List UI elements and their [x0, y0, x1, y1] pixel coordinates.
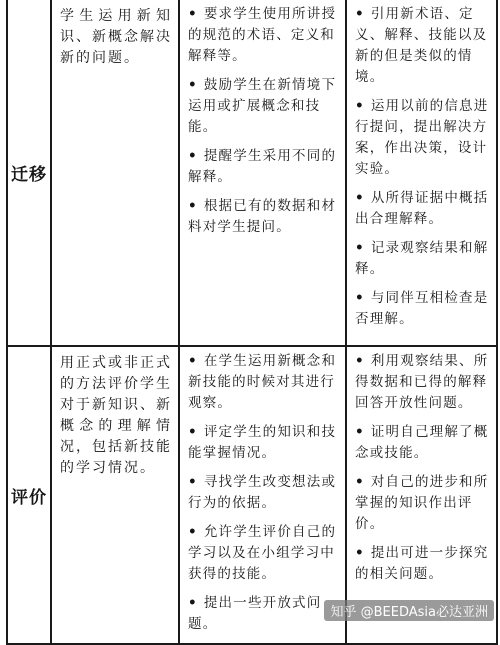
table-row-transfer: [7, 0, 497, 346]
list-item: • 在学生运用新概念和新技能的时候对其进行观察。: [188, 353, 337, 411]
list-item: • 与同伴互相检查是否理解。: [355, 290, 489, 327]
list-item: • 提出一些开放式问题。: [188, 595, 322, 632]
teacher-actions-cell: [179, 346, 346, 644]
list-item: • 利用观察结果、所得数据和已得的解释回答开放性问题。: [355, 353, 489, 411]
list-item: • 要求学生使用所讲授的规范的术语、定义和解释等。: [188, 6, 337, 64]
stage-label: 迁移: [11, 165, 47, 185]
description-cell: [51, 346, 179, 644]
list-item: • 根据已有的数据和材料对学生提问。: [188, 198, 337, 235]
teaching-stage-table: [6, 0, 498, 645]
list-item: • 运用以前的信息进行提问，提出解决方案，作出决策，设计实验。: [355, 98, 489, 177]
list-item: • 证明自己理解了概念或技能。: [355, 424, 489, 461]
stage-label: 评价: [11, 487, 47, 508]
student-actions-cell: [346, 0, 497, 346]
list-item: • 记录观察结果和解释。: [355, 240, 489, 277]
list-item: • 从所得证据中概括出合理解释。: [355, 190, 489, 227]
list-item: • 鼓励学生在新情境下运用或扩展概念和技能。: [188, 77, 337, 135]
list-item: • 提醒学生采用不同的解释。: [188, 148, 337, 185]
stage-description: 用正式或非正式的方法评价学生对于新知识、新概念的理解情况，包括新技能的学习情况。: [60, 355, 172, 476]
list-item: • 引用新术语、定义、解释、技能以及新的但是类似的情境。: [355, 6, 488, 85]
stage-description: 学生运用新知识、新概念解决新的问题。: [60, 8, 172, 66]
stage-cell: [7, 346, 51, 644]
watermark: 知乎 @BEEDAsia必达亚洲: [324, 600, 494, 621]
list-item: • 对自己的进步和所掌握的知识作出评价。: [355, 474, 489, 532]
list-item: • 寻找学生改变想法或行为的依据。: [188, 474, 337, 511]
list-item: • 评定学生的知识和技能掌握情况。: [188, 424, 337, 461]
teacher-actions-cell: [179, 0, 346, 346]
list-item: • 提出可进一步探究的相关问题。: [355, 545, 489, 582]
stage-cell: [7, 0, 51, 346]
description-cell: [51, 0, 179, 346]
list-item: • 允许学生评价自己的学习以及在小组学习中获得的技能。: [188, 524, 337, 582]
